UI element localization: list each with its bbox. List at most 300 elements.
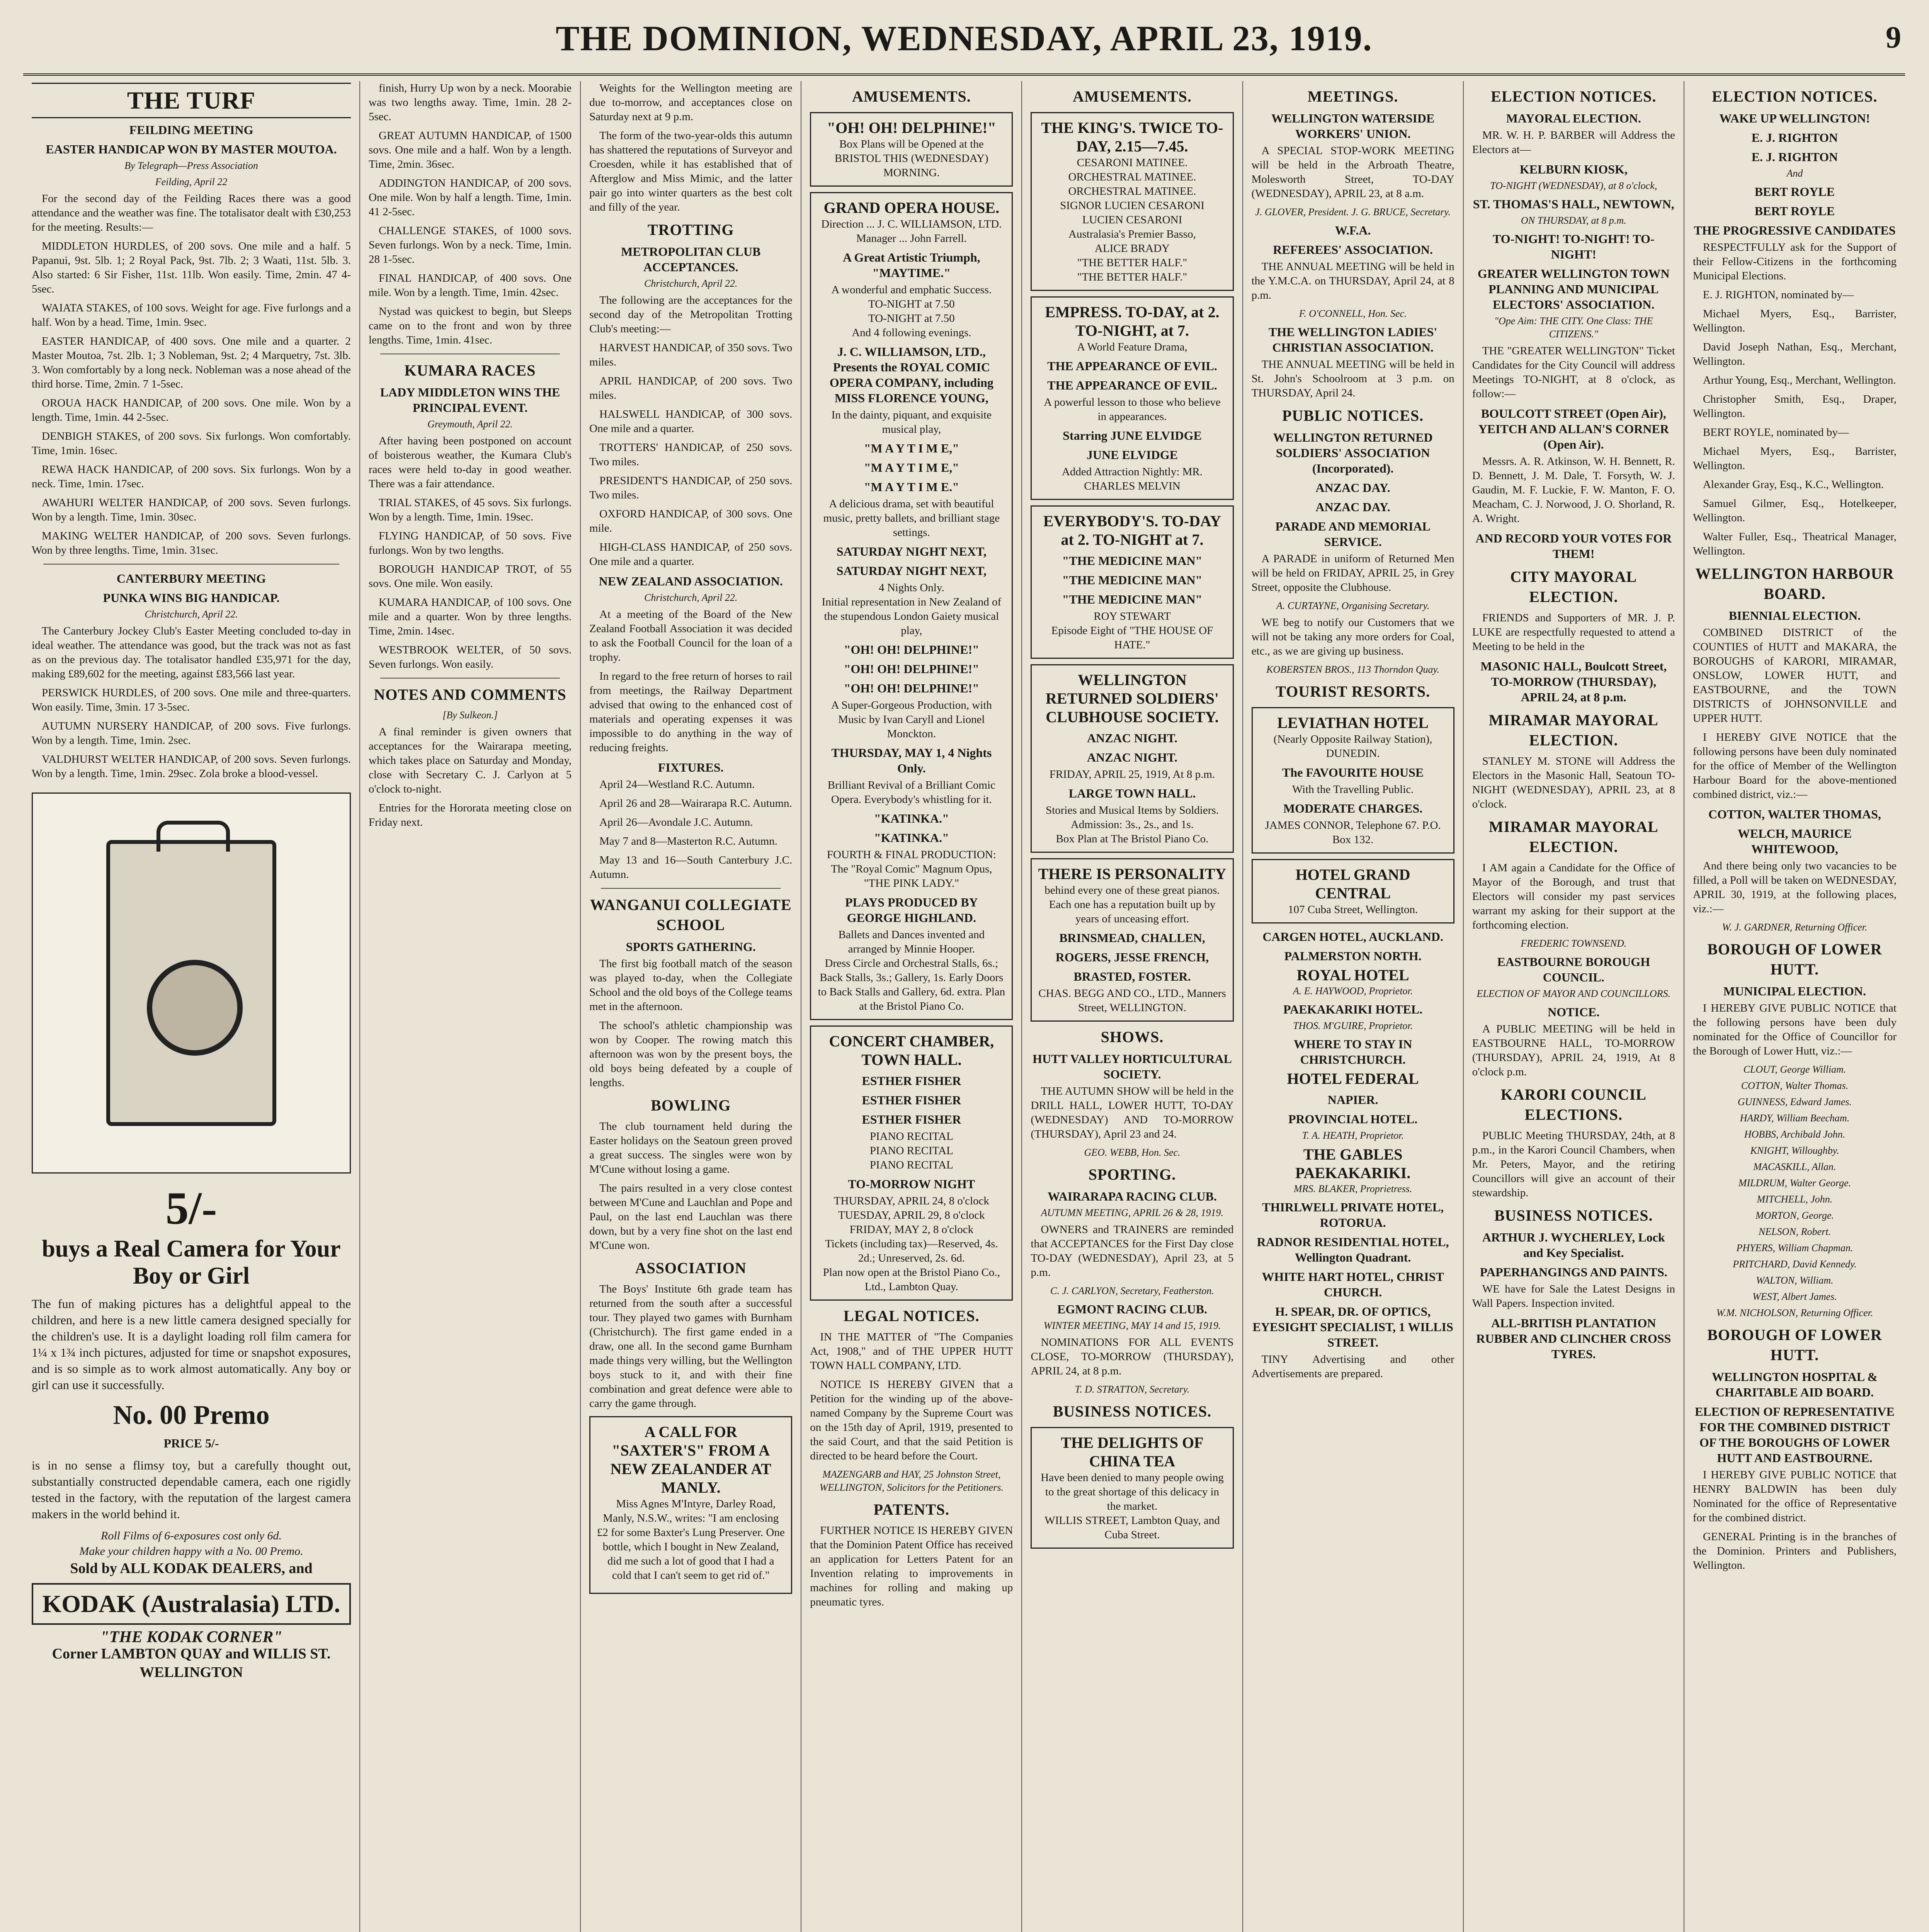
opera-para: A delicious drama, set with beautiful music, pretty ballets, and brilliant stage settings. xyxy=(823,498,1000,539)
column-4 xyxy=(801,81,1022,1932)
feilding-sub: EASTER HANDICAP WON BY MASTER MOUTOA. xyxy=(46,142,337,156)
katinka-line: "KATINKA." xyxy=(874,831,949,845)
recital-date: FRIDAY, MAY 2, 8 o'clock xyxy=(849,1223,974,1236)
tonight-line: TO-NIGHT! TO-NIGHT! TO-NIGHT! xyxy=(1493,232,1655,261)
anzac-box: Box Plan at The Bristol Piano Co. xyxy=(1056,833,1209,845)
camera-illustration xyxy=(32,793,351,1173)
referees-title: REFEREES' ASSOCIATION. xyxy=(1273,243,1433,257)
article-paragraph: At a meeting of the Board of the New Zealand Football Association it was decided to ask the Football Council for the loan of a trophy. xyxy=(589,608,793,663)
feilding-title: FEILDING MEETING xyxy=(129,123,253,137)
lower-hutt-title: BOROUGH OF LOWER HUTT. xyxy=(1707,940,1882,978)
kings-ad xyxy=(1031,112,1233,291)
kodak-corner: "THE KODAK CORNER" xyxy=(100,1628,282,1646)
empress-ad xyxy=(1031,296,1233,500)
open-aim: "Ope Aim: THE CITY. One Class: THE CITIZENS." xyxy=(1494,315,1653,340)
gardner-sign: W. J. GARDNER, Returning Officer. xyxy=(1722,922,1868,933)
wychereley-title: ARTHUR J. WYCHERLEY, Lock and Key Specialist. xyxy=(1482,1230,1665,1260)
wfa-title: W.F.A. xyxy=(1335,223,1371,237)
hutt-show-text: THE AUTUMN SHOW will be held in the DRILL HALL, LOWER HUTT, TO-DAY (WEDNESDAY) AND TO-MORROW (THURSDAY), April 23 and 24. xyxy=(1031,1085,1234,1140)
kodak-company: KODAK (Australasia) LTD. xyxy=(32,1583,351,1625)
recital-plan: Plan now open at the Bristol Piano Co., Ltd., Lambton Quay. xyxy=(823,1266,1000,1293)
federal-title: HOTEL FEDERAL xyxy=(1287,1070,1419,1087)
divider xyxy=(601,888,781,889)
blaker-sign: MRS. BLAKER, Proprietress. xyxy=(1293,1183,1412,1194)
egmont-title: EGMONT RACING CLUB. xyxy=(1057,1302,1207,1316)
wake-up: WAKE UP WELLINGTON! xyxy=(1719,111,1870,125)
councillor-name: CLOUT, George William. xyxy=(1743,1064,1846,1075)
tiny-para: TINY Advertising and other Advertisements are prepared. xyxy=(1251,1353,1454,1380)
councillor-name: NELSON, Robert. xyxy=(1758,1226,1831,1237)
leviathan-moderate: MODERATE CHARGES. xyxy=(1283,801,1423,815)
baxter-ad-title: A CALL FOR "SAXTER'S" FROM A NEW ZEALANDER AT MANLY. xyxy=(610,1423,771,1496)
delphine-title: "OH! OH! DELPHINE!" xyxy=(827,119,996,136)
patents-text: FURTHER NOTICE IS HEREBY GIVEN that the Dominion Patent Office has received an application for Letters Patent for an Invention relating to improvements in machines for rolling and making up pneumatic tyres. xyxy=(810,1524,1013,1608)
opera-desc: In the dainty, piquant, and exquisite musical play, xyxy=(831,409,992,435)
recital-line: PIANO RECITAL xyxy=(869,1145,953,1157)
kodak-text-2: is in no sense a flimsy toy, but a carefully thought out, substantially constructed dependable camera, each one rigidly tested in the factory, with the reputation of the largest camera makers in the world behind it. xyxy=(32,1458,351,1521)
feilding-dateline: Feilding, April 22 xyxy=(155,176,228,187)
nominated-para: I HEREBY GIVE PUBLIC NOTICE that the following persons have been duly nominated for the Office of Councillor for the Borough of Lower Hutt, viz.:— xyxy=(1693,1002,1897,1057)
municipal-title: MUNICIPAL ELECTION. xyxy=(1723,984,1866,998)
column-3 xyxy=(581,81,801,1932)
kelburn-title: KELBURN KIOSK, xyxy=(1519,162,1628,176)
councillor-name: PHYERS, William Chapman. xyxy=(1736,1242,1853,1253)
esther-line: ESTHER FISHER xyxy=(862,1112,961,1126)
anzac-date: FRIDAY, APRIL 25, 1919, At 8 p.m. xyxy=(1049,768,1215,781)
article-paragraph: REWA HACK HANDICAP, of 200 sovs. Six furlongs. Won by a neck. Time, 1min. 17sec. xyxy=(32,463,351,490)
nominee-welch: WELCH, MAURICE WHITEWOOD, xyxy=(1737,827,1852,856)
opera-line: A wonderful and emphatic Success. xyxy=(831,284,992,296)
kings-line: Australasia's Premier Basso, xyxy=(1068,228,1196,240)
fixtures-title: FIXTURES. xyxy=(658,760,724,774)
patents-title: PATENTS. xyxy=(873,1501,950,1518)
heath-sign: T. A. HEATH, Proprietor. xyxy=(1302,1130,1404,1141)
waterside-para: A SPECIAL STOP-WORK MEETING will be held in the Arbroath Theatre, Molesworth Street, TO-DAY (WEDNESDAY), APRIL 23, at 8 a.m. xyxy=(1251,145,1454,200)
opera-show: A Great Artistic Triumph, "MAYTIME." xyxy=(843,250,980,280)
article-paragraph: KUMARA HANDICAP, of 100 sovs. One mile and a quarter. Won by three lengths. Time, 2min. 14sec. xyxy=(369,596,572,637)
progressive-title: THE PROGRESSIVE CANDIDATES xyxy=(1694,223,1896,237)
article-paragraph: EASTER HANDICAP, of 400 sovs. One mile and a quarter. 2 Master Moutoa, 7st. 2lb. 1; 3 Nobleman, 9st. 2; 4 Marquetry, 7st. 3lb. 3. Won comfortably by a long neck. Nobleman was a nose ahead of the third horse. Time, 2min. 7 1-5sec. xyxy=(32,335,351,390)
nominee-line: David Joseph Nathan, Esq., Merchant, Wellington. xyxy=(1693,341,1897,367)
kodak-price: 5/- xyxy=(165,1182,217,1234)
leviathan-line: The FAVOURITE HOUSE xyxy=(1282,765,1424,779)
article-paragraph: VALDHURST WELTER HANDICAP, of 200 sovs. Seven furlongs. Won by a length. Time, 1min. 29sec. Zola broke a blood-vessel. xyxy=(32,753,351,780)
kings-line: ORCHESTRAL MATINEE. xyxy=(1068,171,1196,183)
opera-fourth: FOURTH & FINAL PRODUCTION: The "Royal Comic" Magnum Opus, "THE PINK LADY." xyxy=(827,849,996,889)
column-5 xyxy=(1022,81,1243,1932)
anzac-admission: Admission: 3s., 2s., and 1s. xyxy=(1070,818,1194,831)
record-votes: AND RECORD YOUR VOTES FOR THEM! xyxy=(1475,531,1672,561)
boulcott-title: BOULCOTT STREET (Open Air), YEITCH AND ALLAN'S CORNER (Open Air). xyxy=(1478,406,1669,451)
fixture-item: April 26 and 28—Wairarapa R.C. Autumn. xyxy=(599,797,792,810)
article-paragraph: FINAL HANDICAP, of 400 sovs. One mile. Won by a length. Time, 1min. 42sec. xyxy=(369,272,572,299)
article-paragraph: The club tournament held during the Easter holidays on the Seatoun green proved a great success. The singles were won by M'Cune without losing a game. xyxy=(589,1120,793,1175)
townsend-para: I AM again a Candidate for the Office of Mayor of the Borough, and trust that Electors will consider my past services warrant my asking for their support at the forthcoming election. xyxy=(1472,862,1675,931)
election-title: ELECTION NOTICES. xyxy=(1712,88,1878,105)
article-paragraph: WAIATA STAKES, of 100 sovs. Weight for age. Five furlongs and a half. Won by a head. Time, 1min. 9sec. xyxy=(32,302,351,328)
article-paragraph: The Canterbury Jockey Club's Easter Meeting concluded to-day in ideal weather. The attendance was good, but the track was not as fast as on the previous day. The totalisator handled £35,971 for the day, making £89,602 for the meeting, against £83,566 last year. xyxy=(32,625,351,680)
column-8 xyxy=(1684,81,1905,1932)
opera-house-ad xyxy=(810,192,1013,1020)
nominee-line: Alexander Gray, Esq., K.C., Wellington. xyxy=(1703,478,1884,491)
city-mayoral-title: CITY MAYORAL ELECTION. xyxy=(1510,568,1637,605)
kodak-text: The fun of making pictures has a delightful appeal to the children, and here is a new little camera designed specially for the children's use. It is a daylight loading roll film camera for 1¼ x 1¾ inch pictures, adjusted for time or snapshot exposures, and is so simple as to work almost automatically. Any boy or girl can use it successfully. xyxy=(32,1297,351,1392)
nominee-line: Michael Myers, Esq., Barrister, Wellington. xyxy=(1693,445,1897,472)
recital-date: THURSDAY, APRIL 24, 8 o'clock xyxy=(834,1195,989,1207)
masthead xyxy=(23,15,1905,76)
article-paragraph: Nystad was quickest to begin, but Sleeps came on to the front and won by three lengths. Time, 1min. 41sec. xyxy=(369,305,572,346)
candidate-names: Messrs. A. R. Atkinson, W. H. Bennett, R. D. Bennett, J. M. Dale, T. Forsyth, W. J. Gaudin, M. F. Luckie, F. W. Manton, F. O. Meacham, C. J. Norwood, J. O. Shorland, R. A. Wright. xyxy=(1472,455,1675,525)
combined-para: COMBINED DISTRICT of the COUNTIES of HUTT and MAKARA, the BOROUGHS of KARORI, MIRAMAR, ONSLOW, LOWER HUTT, and EASTBOURNE, and the TOWN DISTRICTS of JOHNSONVILLE and UPPER HUTT. xyxy=(1693,626,1897,724)
grand-central-title: HOTEL GRAND CENTRAL xyxy=(1295,866,1410,902)
town-plan-title: GREATER WELLINGTON TOWN PLANNING AND MUNICIPAL ELECTORS' ASSOCIATION. xyxy=(1477,267,1670,311)
kodak-model: No. 00 Premo xyxy=(113,1400,270,1430)
and-line: And xyxy=(1786,168,1803,179)
ladies-para: THE ANNUAL MEETING will be held in St. John's Schoolroom at 3 p.m. on THURSDAY, April 24. xyxy=(1251,358,1454,399)
article-paragraph: The Boys' Institute 6th grade team has returned from the south after a successful tour. They played two games with Burnham (Christchurch). The first game ended in a draw, one all. In the second game Burnham made things very willing, but the Wellington boys stuck to it, and with their fine combination and great defence were able to carry the game through. xyxy=(589,1283,793,1410)
notes-byline: [By Sulkeon.] xyxy=(442,709,498,721)
article-paragraph: BOROUGH HANDICAP TROT, of 55 sovs. One mile. Won easily. xyxy=(369,563,572,590)
paekakariki-title: PAEKAKARIKI HOTEL. xyxy=(1283,1002,1423,1016)
article-paragraph: finish, Hurry Up won by a neck. Moorabie was two lengths away. Time, 1min. 28 2-5sec. xyxy=(369,82,572,123)
opera-line: TO-NIGHT at 7.50 xyxy=(868,298,955,310)
mayoral-title: MAYORAL ELECTION. xyxy=(1506,111,1641,125)
waterside-title: WELLINGTON WATERSIDE WORKERS' UNION. xyxy=(1271,111,1435,141)
kings-line: ALICE BRADY xyxy=(1094,242,1170,255)
everybodys-roy: ROY STEWART xyxy=(1094,610,1171,622)
business-title: BUSINESS NOTICES. xyxy=(1053,1403,1212,1420)
june-line: Starring JUNE ELVIDGE xyxy=(1063,429,1202,442)
opera-line: TO-NIGHT at 7.50 xyxy=(868,312,955,325)
provincial-title: PROVINCIAL HOTEL. xyxy=(1288,1112,1418,1126)
kumara-dateline: Greymouth, April 22. xyxy=(427,418,513,430)
delphine-ad xyxy=(810,112,1013,187)
grand-central-ad xyxy=(1252,859,1454,923)
vote-line: E. J. RIGHTON xyxy=(1751,131,1838,145)
legal-sign: MAZENGARB and HAY, 25 Johnston Street, WELLINGTON, Solicitors for the Petitioners. xyxy=(819,1469,1004,1493)
article-paragraph: A final reminder is given owners that acceptances for the Wairarapa meeting, which takes place on Saturday and Monday, close with Secretary C. J. Carlyon at 5 o'clock to-night. xyxy=(369,726,572,795)
kings-line: SIGNOR LUCIEN CESARONI xyxy=(1060,199,1204,212)
harbour-title: WELLINGTON HARBOUR BOARD. xyxy=(1695,565,1894,602)
councillor-name: MACASKILL, Allan. xyxy=(1753,1161,1836,1172)
china-tea-ad xyxy=(1031,1427,1233,1549)
recital-date: TUESDAY, APRIL 29, 8 o'clock xyxy=(838,1209,985,1221)
empress-para: A powerful lesson to those who believe in appearances. xyxy=(1044,396,1221,423)
st-thomas-title: ST. THOMAS'S HALL, NEWTOWN, xyxy=(1473,197,1674,211)
referees-sign: F. O'CONNELL, Hon. Sec. xyxy=(1299,308,1407,319)
parade-title: PARADE AND MEMORIAL SERVICE. xyxy=(1275,519,1431,549)
article-paragraph: After having been postponed on account of boisterous weather, the Kumara Club's races were held to-day in good weather. There was a fair attendance. xyxy=(369,435,572,490)
esther-line: ESTHER FISHER xyxy=(862,1093,961,1107)
opera-initial: Initial representation in New Zealand of the stupendous London Gaiety musical play, xyxy=(822,596,1002,637)
councillor-name: MILDRUM, Walter George. xyxy=(1738,1177,1851,1189)
public-notices-title: PUBLIC NOTICES. xyxy=(1282,407,1424,424)
nominee-cotton: COTTON, WALTER THOMAS, xyxy=(1708,807,1881,821)
personality-title: THERE IS PERSONALITY xyxy=(1038,865,1226,883)
nominee-line: Walter Fuller, Esq., Theatrical Manager, Wellington. xyxy=(1693,531,1897,557)
delphine-line: "OH! OH! DELPHINE!" xyxy=(844,643,979,656)
legal-text: IN THE MATTER of "The Companies Act, 1908," and of THE UPPER HUTT TOWN HALL COMPANY, LTD. xyxy=(810,1331,1013,1372)
radnor-title: RADNOR RESIDENTIAL HOTEL, Wellington Quadrant. xyxy=(1257,1235,1449,1264)
china-tea-address: WILLIS STREET, Lambton Quay, and Cuba Street. xyxy=(1044,1514,1220,1541)
paper-para: WE have for Sale the Latest Designs in Wall Papers. Inspection invited. xyxy=(1472,1283,1675,1310)
hutt-show-sign: GEO. WEBB, Hon. Sec. xyxy=(1084,1147,1181,1158)
concert-ad xyxy=(810,1026,1013,1301)
recital-tickets: Tickets (including tax)—Reserved, 4s. 2d.; Unreserved, 2s. 6d. xyxy=(825,1238,998,1264)
bowling-title: BOWLING xyxy=(651,1097,731,1114)
opera-line: And 4 following evenings. xyxy=(852,327,971,339)
piano-ad xyxy=(1031,858,1233,1022)
royle-line: BERT ROYLE xyxy=(1754,204,1835,218)
maytime-line: "M A Y T I M E," xyxy=(864,461,959,474)
kings-line: CESARONI MATINEE. xyxy=(1077,156,1188,169)
anzac-day-line: ANZAC DAY. xyxy=(1315,500,1390,514)
article-paragraph: CHALLENGE STAKES, of 1000 sovs. Seven furlongs. Won by a neck. Time, 1min. 28 1-5sec. xyxy=(369,224,572,265)
columns xyxy=(23,81,1905,1932)
councillor-name: COTTON, Walter Thomas. xyxy=(1741,1080,1849,1091)
councillor-name: WEST, Albert James. xyxy=(1752,1291,1837,1302)
article-paragraph: For the second day of the Feilding Races there was a good attendance and the weather was fine. The totalisator dealt with £30,253 for the meeting. Results:— xyxy=(32,192,351,233)
wairarapa-title: WAIRARAPA RACING CLUB. xyxy=(1048,1189,1217,1203)
anzac-town-hall: LARGE TOWN HALL. xyxy=(1068,786,1196,800)
empress-line: A World Feature Drama, xyxy=(1077,341,1187,353)
opera-dress: Dress Circle and Orchestral Stalls, 6s.; Back Stalls, 3s.; Gallery, 1s. Early Doors to Back Stalls and Gallery, 6d. extra. Plan at the Bristol Piano Co. xyxy=(818,957,1005,1012)
article-paragraph: GREAT AUTUMN HANDICAP, of 1500 sovs. One mile and a half. Won by a length. Time, 2min. 36sec. xyxy=(369,129,572,170)
kodak-rolls: Roll Films of 6-exposures cost only 6d. xyxy=(101,1529,282,1542)
medicine-line: "THE MEDICINE MAN" xyxy=(1062,573,1203,587)
everybodys-title: EVERYBODY'S. TO-DAY at 2. TO-NIGHT at 7. xyxy=(1043,512,1221,548)
article-paragraph: HARVEST HANDICAP, of 350 sovs. Two miles. xyxy=(589,342,793,368)
barber-para: MR. W. H. P. BARBER will Address the Electors at— xyxy=(1472,129,1675,156)
baldwin-para: I HEREBY GIVE PUBLIC NOTICE that HENRY BALDWIN has been duly Nominated for the office of Representative for the combined district. xyxy=(1693,1469,1897,1524)
opera-thursday: THURSDAY, MAY 1, 4 Nights Only. xyxy=(831,746,992,775)
election-title: ELECTION NOTICES. xyxy=(1491,88,1657,105)
maytime-line: "M A Y T I M E." xyxy=(864,480,959,494)
egmont-sign: T. D. STRATTON, Secretary. xyxy=(1075,1384,1190,1395)
article-paragraph: Weights for the Wellington meeting are due to-morrow, and acceptances close on Saturday next at 9 p.m. xyxy=(589,82,793,123)
opera-manager: Manager ... John Farrell. xyxy=(856,232,967,245)
biennial-title: BIENNIAL ELECTION. xyxy=(1728,609,1861,622)
article-paragraph: WESTBROOK WELTER, of 50 sovs. Seven furlongs. Won easily. xyxy=(369,644,572,670)
maytime-line: "M A Y T I M E," xyxy=(864,441,959,455)
article-paragraph: DENBIGH STAKES, of 200 sovs. Six furlongs. Won comfortably. Time, 1min. 16sec. xyxy=(32,430,351,457)
nominee-line: Christopher Smith, Esq., Draper, Wellington. xyxy=(1693,393,1897,420)
delphine-line: "OH! OH! DELPHINE!" xyxy=(844,662,979,676)
opera-direction: Direction ... J. C. WILLIAMSON, LTD. xyxy=(821,218,1002,230)
leviathan-line: With the Travelling Public. xyxy=(1292,783,1414,796)
nicholson-sign: W.M. NICHOLSON, Returning Officer. xyxy=(1716,1307,1873,1318)
sporting-title: SPORTING. xyxy=(1088,1166,1176,1183)
nominee-line: Arthur Young, Esq., Merchant, Wellington. xyxy=(1703,374,1896,386)
wanganui-sub: SPORTS GATHERING. xyxy=(626,940,756,954)
medicine-line: "THE MEDICINE MAN" xyxy=(1062,592,1203,606)
brand-line: BRINSMEAD, CHALLEN, xyxy=(1059,931,1205,945)
article-paragraph: The form of the two-year-olds this autumn has shattered the reputations of Surveyor and Croesden, while it has established that of Afterglow and Miss Mimic, and the latter pair go into winter quarters as the best colt and filly of the year. xyxy=(589,129,793,213)
hutt-show-title: HUTT VALLEY HORTICULTURAL SOCIETY. xyxy=(1033,1052,1232,1081)
notice-title: NOTICE. xyxy=(1548,1005,1600,1019)
china-tea-title: THE DELIGHTS OF CHINA TEA xyxy=(1061,1434,1204,1470)
councillor-name: KNIGHT, Willoughby. xyxy=(1750,1145,1839,1156)
trotting-title: TROTTING xyxy=(647,221,734,238)
legal-para: NOTICE IS HEREBY GIVEN that a Petition for the winding up of the above-named Company by the Supreme Court was on the 15th day of April, 1919, presented to the said Court, and that the said Petition is directed to be heard before the Court. xyxy=(810,1378,1013,1462)
anzac-line: ANZAC NIGHT. xyxy=(1087,750,1178,764)
opera-house-title: GRAND OPERA HOUSE. xyxy=(823,199,1000,216)
article-paragraph: The pairs resulted in a very close contest between M'Cune and Lauchlan and Pope and Paul, on the last end Lauchlan was there down, but by a very fine shot on the last end M'Cune won. xyxy=(589,1182,793,1252)
saturday-line: 4 Nights Only. xyxy=(878,582,944,594)
vote-line: E. J. RIGHTON xyxy=(1751,150,1838,164)
fixture-item: May 13 and 16—South Canterbury J.C. Autumn. xyxy=(589,854,793,881)
turf-heading: THE TURF xyxy=(32,83,351,118)
councillor-name: MITCHELL, John. xyxy=(1757,1194,1833,1205)
canterbury-dateline: Christchurch, April 22. xyxy=(145,609,238,620)
lower-hutt-title-2: BOROUGH OF LOWER HUTT. xyxy=(1707,1326,1882,1364)
mcguire-sign: THOS. M'GUIRE, Proprietor. xyxy=(1293,1020,1413,1031)
ladies-title: THE WELLINGTON LADIES' CHRISTIAN ASSOCIATION. xyxy=(1268,325,1437,354)
parade-sign: A. CURTAYNE, Organising Secretary. xyxy=(1276,600,1430,611)
katinka-line: "KATINKA." xyxy=(874,811,949,825)
luke-para: FRIENDS and Supporters of MR. J. P. LUKE are respectfully requested to attend a Meeting to be held in the xyxy=(1472,612,1675,653)
business-title: BUSINESS NOTICES. xyxy=(1494,1207,1653,1224)
anzac-night-ad xyxy=(1031,664,1233,853)
article-paragraph: FLYING HANDICAP, of 50 sovs. Five furlongs. Won by two lengths. xyxy=(369,530,572,556)
article-paragraph: APRIL HANDICAP, of 200 sovs. Two miles. xyxy=(589,375,793,401)
paper-title: PAPERHANGINGS AND PAINTS. xyxy=(1480,1265,1667,1279)
egmont-para: NOMINATIONS FOR ALL EVENTS CLOSE, TO-MORROW (THURSDAY), APRIL 24, at 8 p.m. xyxy=(1031,1336,1234,1377)
shows-title: SHOWS. xyxy=(1101,1028,1164,1046)
article-paragraph: TRIAL STAKES, of 45 sovs. Six furlongs. Won by a length. Time, 1min. 19sec. xyxy=(369,497,572,523)
katinka-line: Brilliant Revival of a Brilliant Comic Opera. Everybody's whistling for it. xyxy=(827,779,995,806)
spear-title: H. SPEAR, DR. OF OPTICS, EYESIGHT SPECIALIST, 1 WILLIS STREET. xyxy=(1252,1304,1453,1349)
baxter-ad xyxy=(589,1416,792,1594)
article-paragraph: TROTTERS' HANDICAP, of 250 sovs. Two miles. xyxy=(589,441,793,468)
where-title: WHERE TO STAY IN CHRISTCHURCH. xyxy=(1294,1037,1412,1066)
meetings-title: MEETINGS. xyxy=(1307,88,1398,105)
article-paragraph: AUTUMN NURSERY HANDICAP, of 200 sovs. Five furlongs. Won by a length. Time, 1min. 2sec. xyxy=(32,720,351,747)
china-tea-text: Have been denied to many people owing to the great shortage of this delicacy in the market. xyxy=(1041,1471,1224,1512)
fixture-item: April 26—Avondale J.C. Autumn. xyxy=(599,816,753,828)
column-2 xyxy=(360,81,581,1932)
returned-title: WELLINGTON RETURNED SOLDIERS' ASSOCIATION (Incorporated). xyxy=(1273,430,1433,475)
st-thomas-date: ON THURSDAY, at 8 p.m. xyxy=(1521,215,1626,226)
empress-title: EMPRESS. TO-DAY, at 2. TO-NIGHT, at 7. xyxy=(1045,303,1220,339)
referees-para: THE ANNUAL MEETING will be held in the Y.M.C.A. on THURSDAY, April 24, at 8 p.m. xyxy=(1251,260,1454,301)
canterbury-title: CANTERBURY MEETING xyxy=(116,571,266,585)
kelburn-date: TO-NIGHT (WEDNESDAY), at 8 o'clock, xyxy=(1490,180,1657,191)
councillor-name: WALTON, William. xyxy=(1756,1275,1834,1286)
nominee-line: BERT ROYLE, nominated by— xyxy=(1703,426,1849,439)
camera-lens xyxy=(147,960,243,1056)
palmerston-title: PALMERSTON NORTH. xyxy=(1284,949,1422,963)
hereby-para: I HEREBY GIVE NOTICE that the following persons have been duly nominated for the office of Member of the Wellington Harbour Board for the above-mentioned combined district, viz.:— xyxy=(1693,731,1897,801)
opera-presents: J. C. WILLIAMSON, LTD., Presents the ROYAL COMIC OPERA COMPANY, including MISS FLORENCE YOUNG, xyxy=(829,345,993,405)
kumara-title: KUMARA RACES xyxy=(404,362,536,379)
delphine-text: Box Plans will be Opened at the BRISTOL THIS (WEDNESDAY) MORNING. xyxy=(834,138,988,179)
waterside-sign: J. GLOVER, President. J. G. BRUCE, Secretary. xyxy=(1255,206,1451,218)
column-1 xyxy=(23,81,360,1932)
greater-para: THE "GREATER WELLINGTON" Ticket Candidates for the City Council will address Meetings TO-NIGHT, at 8 o'clock, as follow:— xyxy=(1472,345,1675,400)
gables-title: THE GABLES PAEKAKARIKI. xyxy=(1295,1146,1411,1182)
councillor-name: HARDY, William Beecham. xyxy=(1740,1112,1850,1124)
notes-title: NOTES AND COMMENTS xyxy=(374,686,566,703)
wanganui-title: WANGANUI COLLEGIATE SCHOOL xyxy=(590,896,792,934)
kodak-tagline: buys a Real Camera for Your Boy or Girl xyxy=(42,1236,341,1289)
leviathan-connor: JAMES CONNOR, Telephone 67. P.O. Box 132. xyxy=(1265,819,1441,846)
brand-line: BRASTED, FOSTER. xyxy=(1073,969,1191,983)
cargen-title: CARGEN HOTEL, AUCKLAND. xyxy=(1262,930,1443,944)
article-paragraph: The following are the acceptances for the second day of the Metropolitan Trotting Club's meeting:— xyxy=(589,294,793,335)
recital-tomorrow: TO-MORROW NIGHT xyxy=(848,1177,975,1191)
kings-line: ORCHESTRAL MATINEE. xyxy=(1068,185,1196,197)
poll-para: And there being only two vacancies to be filled, a Poll will be taken on WEDNESDAY, APRIL 30, 1919, at the following places, viz.:— xyxy=(1693,860,1897,915)
legal-title: LEGAL NOTICES. xyxy=(843,1307,980,1325)
masthead-title: THE DOMINION, WEDNESDAY, APRIL 23, 1919. xyxy=(556,19,1373,58)
baxter-ad-text: Miss Agnes M'Intyre, Darley Road, Manly, N.S.W., writes: "I am enclosing £2 for some Baxter's Lung Preserver. One bottle, which I bought in New Zealand, did me such a lot of good that I had a cold that I can't seem to get rid of." xyxy=(597,1498,785,1582)
article-paragraph: The school's athletic championship was won by Cooper. The rowing match this afternoon was won by the present boys, the old boys being defeated by a couple of lengths. xyxy=(589,1019,793,1089)
leviathan-sub: (Nearly Opposite Railway Station), DUNEDIN. xyxy=(1273,733,1432,760)
begg-address: CHAS. BEGG AND CO., LTD., Manners Street, WELLINGTON. xyxy=(1038,987,1226,1014)
article-paragraph: HALSWELL HANDICAP, of 300 sovs. One mile and a quarter. xyxy=(589,408,793,435)
napier-title: NAPIER. xyxy=(1327,1093,1378,1107)
article-paragraph: HIGH-CLASS HANDICAP, of 250 sovs. One mile and a quarter. xyxy=(589,541,793,568)
royle-line: BERT ROYLE xyxy=(1754,185,1835,199)
article-paragraph: The first big football match of the season was played to-day, when the Collegiate School and the old boys of the College teams met in the afternoon. xyxy=(589,957,793,1013)
kings-line: LUCIEN CESARONI xyxy=(1082,214,1182,226)
kumara-sub: LADY MIDDLETON WINS THE PRINCIPAL EVENT. xyxy=(380,385,560,415)
general-para: GENERAL Printing is in the branches of the Dominion. Printers and Publishers, Wellington. xyxy=(1693,1531,1897,1571)
article-paragraph: PERSWICK HURDLES, of 200 sovs. One mile and three-quarters. Won easily. Time, 3min. 17 3-5sec. xyxy=(32,687,351,713)
election-rep-title: ELECTION OF REPRESENTATIVE FOR THE COMBINED DISTRICT OF THE BOROUGHS OF LOWER HUTT AND EASTBOURNE. xyxy=(1695,1405,1895,1465)
kobersten-para: WE beg to notify our Customers that we will not be taking any more orders for Coal, etc., as we are giving up business. xyxy=(1251,616,1454,657)
kings-line: "THE BETTER HALF." xyxy=(1077,271,1187,283)
wairarapa-sign: C. J. CARLYON, Secretary, Featherston. xyxy=(1050,1285,1214,1296)
kodak-city: WELLINGTON xyxy=(139,1664,243,1680)
empress-melvin: Added Attraction Nightly: MR. CHARLES MELVIN xyxy=(1061,466,1203,492)
column-7 xyxy=(1464,81,1684,1932)
trotting-dateline: Christchurch, April 22. xyxy=(644,278,738,289)
anzac-stories: Stories and Musical Items by Soldiers. xyxy=(1046,804,1219,816)
nea-title: NEW ZEALAND ASSOCIATION. xyxy=(599,574,783,588)
stone-para: STANLEY M. STONE will Address the Electors in the Masonic Hall, Seatoun TO-NIGHT (WEDNESDAY), APRIL 23, at 8 o'clock. xyxy=(1472,755,1675,810)
miramar-title-2: MIRAMAR MAYORAL ELECTION. xyxy=(1488,818,1659,855)
wairarapa-para: OWNERS and TRAINERS are reminded that ACCEPTANCES for the First Day close TO-DAY (WEDNESDAY), April 23, at 5 p.m. xyxy=(1031,1223,1234,1279)
everybodys-ad xyxy=(1031,505,1233,659)
article-paragraph: AWAHURI WELTER HANDICAP, of 200 sovs. Seven furlongs. Won by a length. Time, 1min. 30sec. xyxy=(32,497,351,523)
nominee-line: E. J. RIGHTON, nominated by— xyxy=(1703,289,1854,301)
karori-para: PUBLIC Meeting THURSDAY, 24th, at 8 p.m., in the Karori Council Chambers, when Mr. Peters, Mayor, and the retiring Councillors will give an account of their stewardship. xyxy=(1472,1129,1675,1199)
eastbourne-sub: ELECTION OF MAYOR AND COUNCILLORS. xyxy=(1477,988,1671,999)
eastbourne-title: EASTBOURNE BOROUGH COUNCIL. xyxy=(1497,955,1650,984)
article-paragraph: MIDDLETON HURDLES, of 200 sovs. One mile and a half. 5 Papanui, 9st. 5lb. 1; 2 Royal Pack, 9st. 7lb. 2; 3 Waati, 11st. 5lb. 3. Also started: 6 Sir Fisher, 11st. 11lb. Won easily. Time, 2min. 47 4-5sec. xyxy=(32,240,351,295)
councillor-name: HOBBS, Archibald John. xyxy=(1744,1129,1846,1140)
article-paragraph: ADDINGTON HANDICAP, of 200 sovs. One mile. Won by half a length. Time, 1min. 41 2-5sec. xyxy=(369,177,572,218)
royal-sign: A. E. HAYWOOD, Proprietor. xyxy=(1293,985,1413,997)
nominee-line: Samuel Gilmer, Esq., Hotelkeeper, Wellington. xyxy=(1693,497,1897,524)
brand-line: ROGERS, JESSE FRENCH, xyxy=(1055,950,1209,964)
column-6 xyxy=(1243,81,1464,1932)
delphine-line: "OH! OH! DELPHINE!" xyxy=(844,681,979,695)
fixture-item: May 7 and 8—Masterton R.C. Autumn. xyxy=(599,835,777,847)
thirlwell-title: THIRLWELL PRIVATE HOTEL, ROTORUA. xyxy=(1262,1200,1444,1230)
personality-text: behind every one of these great pianos. Each one has a reputation built up by years of unceasing effort. xyxy=(1044,884,1220,925)
hospital-title: WELLINGTON HOSPITAL & CHARITABLE AID BOARD. xyxy=(1711,1370,1878,1399)
article-paragraph: OROUA HACK HANDICAP, of 200 sovs. One mile. Won by a length. Time, 1min. 44 2-5sec. xyxy=(32,397,351,423)
royal-title: ROYAL HOTEL xyxy=(1296,966,1409,984)
association-title: ASSOCIATION xyxy=(635,1259,747,1277)
opera-plays: PLAYS PRODUCED BY GEORGE HIGHLAND. xyxy=(845,895,978,925)
kodak-address: Corner LAMBTON QUAY and WILLIS ST. xyxy=(52,1646,331,1662)
respect-para: RESPECTFULLY ask for the Support of their Fellow-Citizens in the forthcoming Municipal Elections. xyxy=(1693,241,1897,282)
opera-ballets: Ballets and Dances invented and arranged by Minnie Hooper. xyxy=(838,929,985,955)
